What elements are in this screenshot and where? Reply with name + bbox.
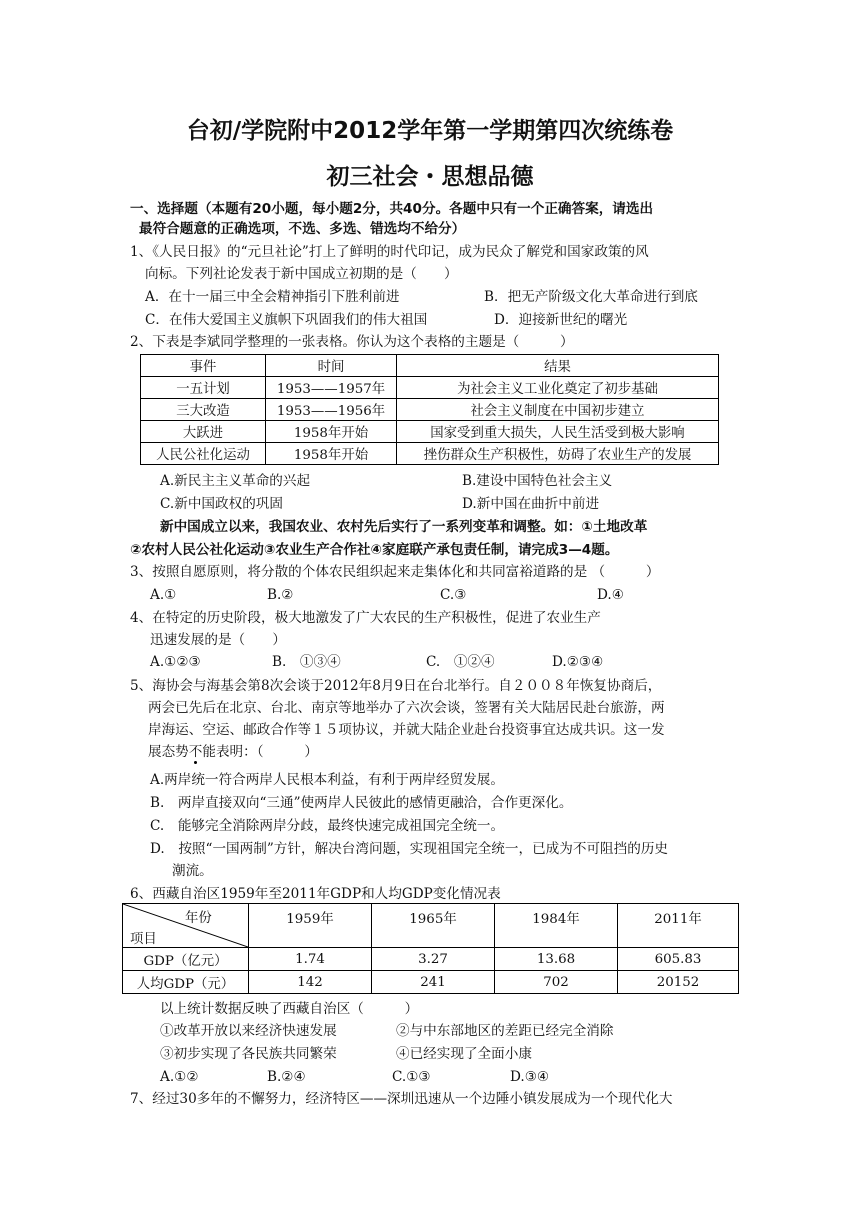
table-cell: 1958年开始 bbox=[266, 421, 397, 443]
corner-label-item: 项目 bbox=[130, 932, 157, 947]
q4-option-a: A.①②③ bbox=[150, 654, 201, 670]
table-cell: 挫伤群众生产积极性，妨碍了农业生产的发展 bbox=[397, 443, 719, 465]
q1-stem: 1、《人民日报》的“元旦社论”打上了鲜明的时代印记，成为民众了解党和国家政策的风 bbox=[130, 244, 649, 260]
q5-stem-line3: 岸海运、空运、邮政合作等１５项协议，并就大陆企业赴台投资事宜达成共识。这一发 bbox=[148, 722, 665, 738]
table-cell: 社会主义制度在中国初步建立 bbox=[397, 399, 719, 421]
table-header: 时间 bbox=[266, 355, 397, 377]
table-row bbox=[141, 377, 719, 399]
q4-option-c: C. ①②④ bbox=[426, 654, 495, 670]
table-cell: 为社会主义工业化奠定了初步基础 bbox=[397, 377, 719, 399]
q4-stem: 4、在特定的历史阶段，极大地激发了广大农民的生产积极性，促进了农业生产 bbox=[130, 610, 601, 626]
table-header: 2011年 bbox=[618, 904, 739, 948]
exam-title: 台初/学院附中2012学年第一学期第四次统练卷 bbox=[186, 118, 674, 144]
q6-option-a: A.①② bbox=[160, 1069, 199, 1085]
table-cell: 大跃进 bbox=[141, 421, 266, 443]
table-row-label: 人均GDP（元） bbox=[123, 971, 249, 994]
q4-option-d: D.②③④ bbox=[552, 654, 604, 670]
table-row-label: GDP（亿元） bbox=[123, 948, 249, 971]
table-cell: 20152 bbox=[618, 971, 739, 994]
table-cell: 人民公社化运动 bbox=[141, 443, 266, 465]
q2-option-c: C.新中国政权的巩固 bbox=[160, 496, 283, 512]
q4-stem-cont: 迅速发展的是（ ） bbox=[150, 632, 286, 648]
q3-option-d: D.④ bbox=[597, 587, 624, 603]
q4-option-b: B. ①③④ bbox=[272, 654, 341, 670]
table-header-row bbox=[141, 355, 719, 377]
emphasis-dot-word: 不 bbox=[188, 744, 203, 760]
q3-option-a: A.① bbox=[150, 587, 177, 603]
table-header: 结果 bbox=[397, 355, 719, 377]
q1-option-c: C．在伟大爱国主义旗帜下巩固我们的伟大祖国 bbox=[145, 312, 428, 328]
q6-option-d: D.③④ bbox=[510, 1069, 550, 1085]
q2-option-d: D.新中国在曲折中前进 bbox=[462, 496, 600, 512]
q5-stem-line4 bbox=[148, 743, 318, 761]
q5-option-d-cont: 潮流。 bbox=[172, 863, 213, 879]
q2-option-a: A.新民主主义革命的兴起 bbox=[160, 473, 311, 489]
table-cell: 国家受到重大损失，人民生活受到极大影响 bbox=[397, 421, 719, 443]
table-row bbox=[141, 421, 719, 443]
section-heading-cont: 最符合题意的正确选项，不选、多选、错选均不给分） bbox=[139, 221, 466, 237]
q3-4-intro-cont: ②农村人民公社化运动③农业生产合作社④家庭联产承包责任制，请完成3—4题。 bbox=[130, 542, 619, 558]
corner-label-year: 年份 bbox=[185, 911, 212, 926]
q1-stem-cont: 向标。下列社论发表于新中国成立初期的是（ ） bbox=[145, 266, 458, 282]
table-cell: 三大改造 bbox=[141, 399, 266, 421]
q2-table bbox=[140, 354, 719, 465]
section-heading: 一、选择题（本题有20小题，每小题2分，共40分。各题中只有一个正确答案，请选出 bbox=[130, 201, 654, 217]
q6-table bbox=[122, 903, 739, 994]
table-header: 1965年 bbox=[372, 904, 495, 948]
table-cell: 一五计划 bbox=[141, 377, 266, 399]
table-row bbox=[123, 948, 739, 971]
q6-statement-1: ①改革开放以来经济快速发展 bbox=[160, 1023, 337, 1039]
q6-question: 以上统计数据反映了西藏自治区（ ） bbox=[160, 1001, 419, 1017]
table-cell: 1.74 bbox=[249, 948, 372, 971]
table-cell: 1953——1957年 bbox=[266, 377, 397, 399]
q5-option-d: D. 按照“一国两制”方针，解决台湾问题，实现祖国完全统一，已成为不可阻挡的历史 bbox=[150, 841, 669, 857]
table-cell: 605.83 bbox=[618, 948, 739, 971]
q1-option-d: D．迎接新世纪的曙光 bbox=[494, 312, 628, 328]
q6-option-b: B.②④ bbox=[267, 1069, 306, 1085]
q6-statement-4: ④已经实现了全面小康 bbox=[396, 1046, 532, 1062]
table-cell: 142 bbox=[249, 971, 372, 994]
q5-option-a: A.两岸统一符合两岸人民根本利益，有利于两岸经贸发展。 bbox=[150, 772, 504, 788]
table-header: 事件 bbox=[141, 355, 266, 377]
table-header: 1984年 bbox=[495, 904, 618, 948]
q3-stem: 3、按照自愿原则，将分散的个体农民组织起来走集体化和共同富裕道路的是 （ ） bbox=[130, 564, 660, 580]
q6-stem: 6、西藏自治区1959年至2011年GDP和人均GDP变化情况表 bbox=[130, 886, 501, 902]
q5-option-b: B. 两岸直接双向“三通”使两岸人民彼此的感情更融洽，合作更深化。 bbox=[150, 795, 573, 811]
q1-option-b: B．把无产阶级文化大革命进行到底 bbox=[484, 289, 698, 305]
q6-statement-2: ②与中东部地区的差距已经完全消除 bbox=[396, 1023, 614, 1039]
table-row bbox=[141, 399, 719, 421]
q7-stem: 7、经过30多年的不懈努力，经济特区——深圳迅速从一个边陲小镇发展成为一个现代化大 bbox=[130, 1091, 673, 1107]
q3-4-intro: 新中国成立以来，我国农业、农村先后实行了一系列变革和调整。如：①土地改革 bbox=[160, 519, 648, 535]
table-cell: 1958年开始 bbox=[266, 443, 397, 465]
table-cell: 13.68 bbox=[495, 948, 618, 971]
table-cell: 702 bbox=[495, 971, 618, 994]
exam-subtitle: 初三社会・思想品德 bbox=[326, 164, 534, 190]
table-row bbox=[141, 443, 719, 465]
table-cell: 1953——1956年 bbox=[266, 399, 397, 421]
q3-option-b: B.② bbox=[267, 587, 294, 603]
table-cell: 241 bbox=[372, 971, 495, 994]
table-row bbox=[123, 971, 739, 994]
q5-stem-part: 能表明：（ ） bbox=[202, 744, 318, 760]
q3-option-c: C.③ bbox=[440, 587, 467, 603]
q6-option-c: C.①③ bbox=[392, 1069, 431, 1085]
q5-option-c: C. 能够完全消除两岸分歧，最终快速完成祖国完全统一。 bbox=[150, 818, 505, 834]
table-corner-cell bbox=[123, 904, 249, 948]
q5-stem-part: 展态势 bbox=[148, 744, 189, 760]
q6-statement-3: ③初步实现了各民族共同繁荣 bbox=[160, 1046, 337, 1062]
q1-option-a: A．在十一届三中全会精神指引下胜利前进 bbox=[145, 289, 400, 305]
table-cell: 3.27 bbox=[372, 948, 495, 971]
q5-stem: 5、海协会与海基会第8次会谈于2012年8月9日在台北举行。自２００８年恢复协商后， bbox=[130, 678, 662, 694]
q2-stem: 2、下表是李斌同学整理的一张表格。你认为这个表格的主题是（ ） bbox=[130, 334, 574, 350]
q5-stem-line2: 两会已先后在北京、台北、南京等地举办了六次会谈，签署有关大陆居民赴台旅游，两 bbox=[148, 700, 665, 716]
table-header: 1959年 bbox=[249, 904, 372, 948]
q2-option-b: B.建设中国特色社会主义 bbox=[462, 473, 613, 489]
table-header-row bbox=[123, 904, 739, 948]
